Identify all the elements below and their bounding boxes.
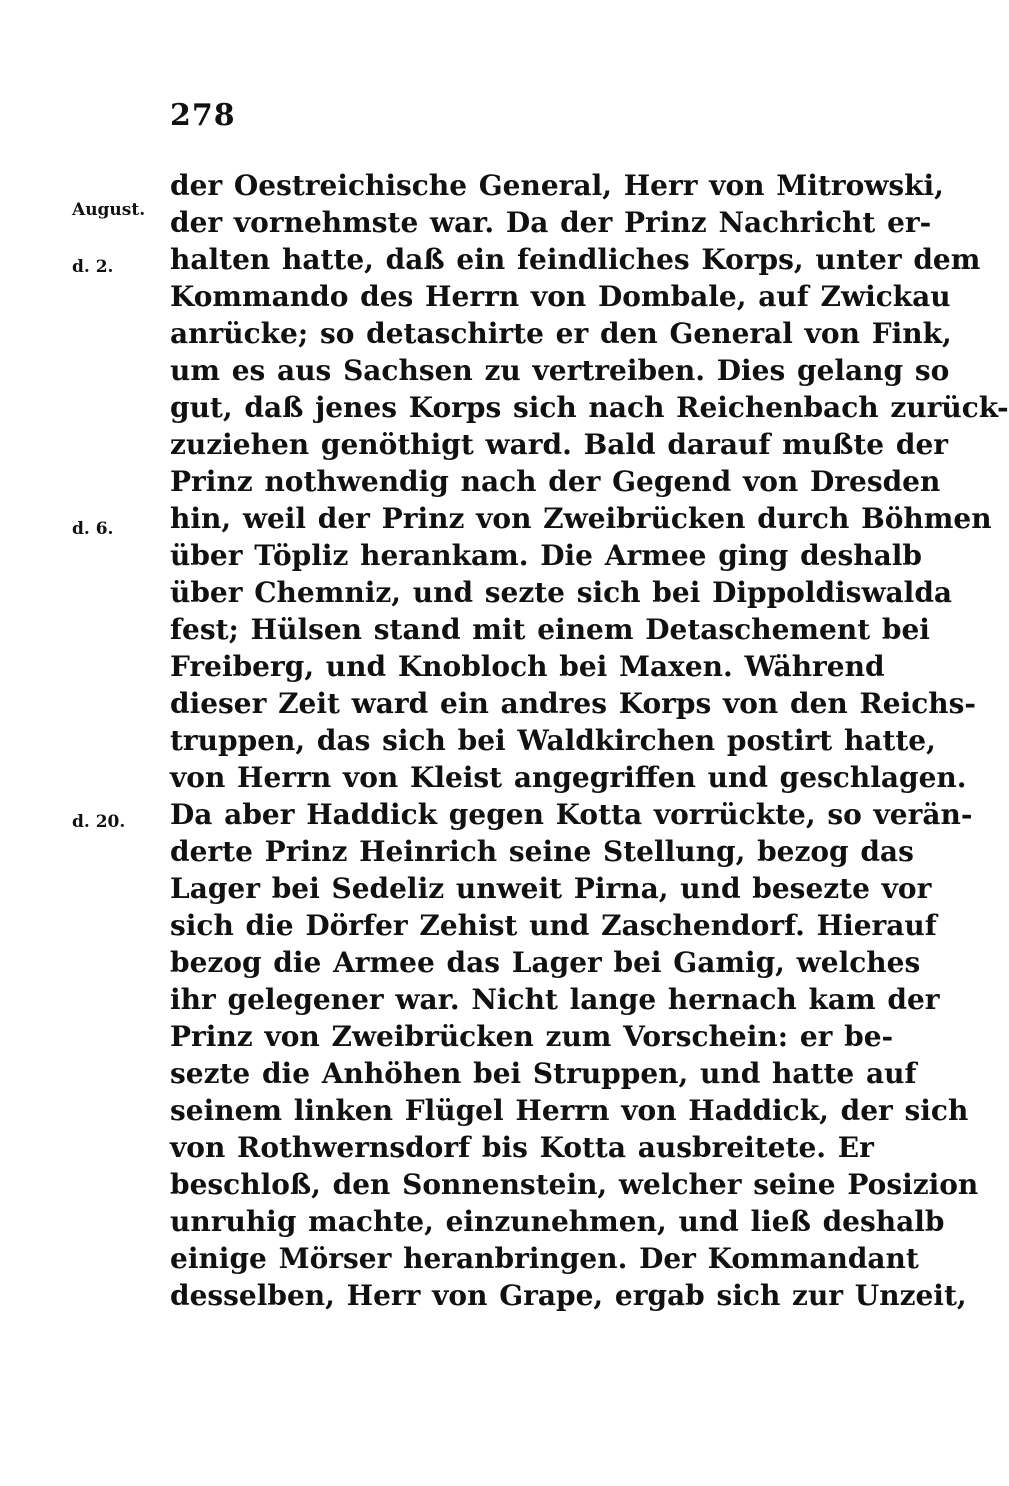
page-number: 278 bbox=[170, 98, 236, 133]
text-line: sezte die Anhöhen bei Struppen, und hatte auf bbox=[170, 1057, 917, 1090]
text-line: Lager bei Sedeliz unweit Pirna, und besezte vor bbox=[170, 872, 932, 905]
text-line: halten hatte, daß ein feindliches Korps, unter dem bbox=[170, 243, 981, 276]
margin-note-date: d. 2. bbox=[72, 257, 114, 277]
text-line: gut, daß jenes Korps sich nach Reichenbach zurück- bbox=[170, 391, 1009, 424]
text-line: unruhig machte, einzunehmen, und ließ deshalb bbox=[170, 1205, 945, 1238]
text-line: truppen, das sich bei Waldkirchen postirt hatte, bbox=[170, 724, 936, 757]
text-line: über Töpliz herankam. Die Armee ging deshalb bbox=[170, 539, 922, 572]
text-line: Kommando des Herrn von Dombale, auf Zwickau bbox=[170, 280, 951, 313]
text-line: einige Mörser heranbringen. Der Kommandant bbox=[170, 1242, 919, 1275]
text-line: derte Prinz Heinrich seine Stellung, bezog das bbox=[170, 835, 914, 868]
text-line: um es aus Sachsen zu vertreiben. Dies gelang so bbox=[170, 354, 950, 387]
text-line: von Rothwernsdorf bis Kotta ausbreitete. Er bbox=[170, 1131, 874, 1164]
margin-note-date: d. 20. bbox=[72, 812, 126, 832]
text-line: ihr gelegener war. Nicht lange hernach kam der bbox=[170, 983, 940, 1016]
text-line: der vornehmste war. Da der Prinz Nachricht er- bbox=[170, 206, 932, 239]
text-line: Prinz nothwendig nach der Gegend von Dresden bbox=[170, 465, 941, 498]
text-line: fest; Hülsen stand mit einem Detaschement bei bbox=[170, 613, 930, 646]
text-line: seinem linken Flügel Herrn von Haddick, der sich bbox=[170, 1094, 969, 1127]
text-line: hin, weil der Prinz von Zweibrücken durch Böhmen bbox=[170, 502, 992, 535]
text-line: beschloß, den Sonnenstein, welcher seine Posizion bbox=[170, 1168, 979, 1201]
text-line: bezog die Armee das Lager bei Gamig, welches bbox=[170, 946, 921, 979]
text-line: Prinz von Zweibrücken zum Vorschein: er be- bbox=[170, 1020, 894, 1053]
margin-note-month: August. bbox=[72, 200, 146, 220]
text-line: Da aber Haddick gegen Kotta vorrückte, so verän- bbox=[170, 798, 973, 831]
text-line: Freiberg, und Knobloch bei Maxen. Während bbox=[170, 650, 885, 683]
text-line: der Oestreichische General, Herr von Mitrowski, bbox=[170, 169, 944, 202]
text-line: von Herrn von Kleist angegriffen und geschlagen. bbox=[170, 761, 967, 794]
text-line: sich die Dörfer Zehist und Zaschendorf. Hierauf bbox=[170, 909, 937, 942]
text-line: desselben, Herr von Grape, ergab sich zur Unzeit, bbox=[170, 1279, 967, 1312]
body-text bbox=[170, 167, 1009, 1314]
text-line: dieser Zeit ward ein andres Korps von den Reichs- bbox=[170, 687, 977, 720]
margin-note-date: d. 6. bbox=[72, 519, 114, 539]
text-line: anrücke; so detaschirte er den General von Fink, bbox=[170, 317, 952, 350]
text-line: zuziehen genöthigt ward. Bald darauf mußte der bbox=[170, 428, 949, 461]
text-line: über Chemniz, und sezte sich bei Dippoldiswalda bbox=[170, 576, 953, 609]
